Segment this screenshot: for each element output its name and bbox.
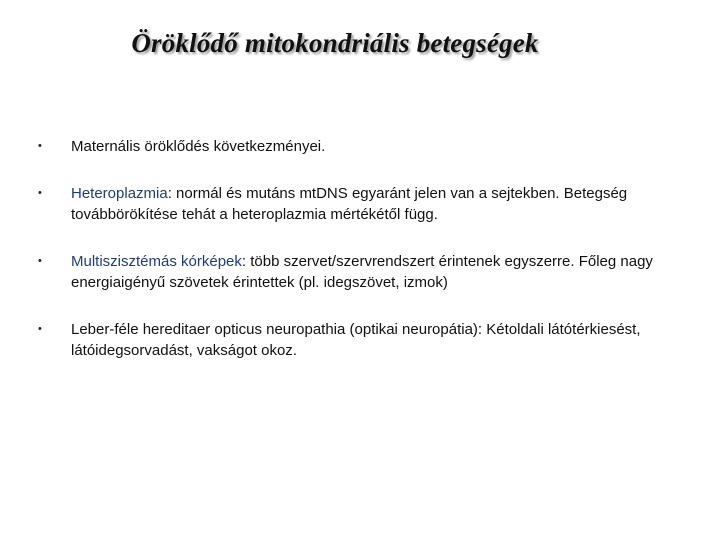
bullet-icon: •: [38, 140, 42, 152]
bullet-icon: •: [38, 323, 42, 335]
bullet-icon: •: [38, 255, 42, 267]
bullet-text: : több szervet/szervrendszert érintenek egyszerre. Főleg nagy energiaigényű szövetek érintettek (pl. idegszövet, izmok): [71, 253, 653, 291]
bullet-item-maternal-inheritance: [38, 136, 688, 157]
bullet-icon: •: [38, 187, 42, 199]
bullet-text: Maternális öröklődés következményei.: [71, 138, 326, 155]
bullet-item-multisystem-disorders: [38, 251, 688, 293]
bullet-list: [38, 136, 688, 361]
bullet-item-leber-neuropathy: [38, 319, 688, 361]
bullet-item-heteroplasmy: [38, 183, 688, 225]
bullet-text: Leber-féle hereditaer opticus neuropathia (optikai neuropátia): Kétoldali látótérkiesést, látóidegsorvadást, vakságot okoz.: [71, 321, 641, 359]
slide-title: Öröklődő mitokondriális betegségek: [131, 28, 539, 58]
term-heteroplasmy: Heteroplazmia: [71, 185, 168, 202]
bullet-text: : normál és mutáns mtDNS egyaránt jelen van a sejtekben. Betegség továbbörökítése tehát a heteroplazmia mértékétől függ.: [71, 185, 628, 223]
term-multisystem-disorders: Multiszisztémás kórképek: [71, 253, 242, 270]
